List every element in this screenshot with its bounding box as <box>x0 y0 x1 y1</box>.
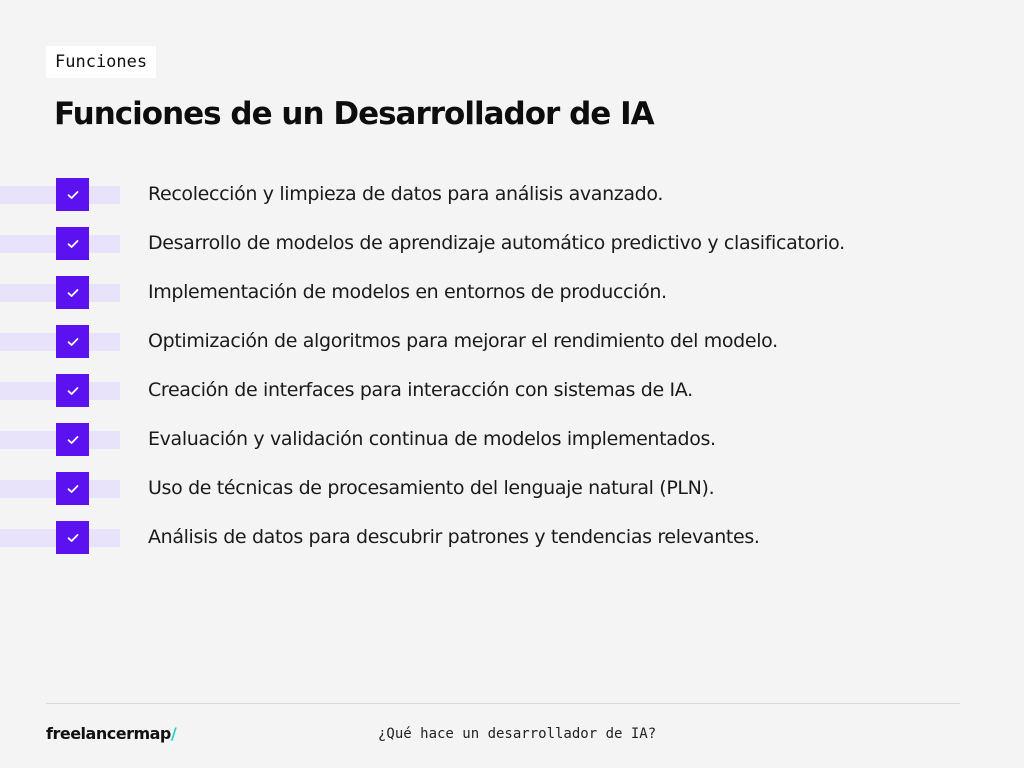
list-item-text: Evaluación y validación continua de modelos implementados. <box>148 428 716 450</box>
list-item <box>0 521 1024 570</box>
list-item <box>0 227 1024 276</box>
list-item <box>0 472 1024 521</box>
checkbox-checked-icon <box>56 374 89 407</box>
page-title: Funciones de un Desarrollador de IA <box>54 96 654 132</box>
footer-caption: ¿Qué hace un desarrollador de IA? <box>378 726 657 742</box>
logo-wordmark: freelancermap <box>46 724 171 743</box>
section-tag: Funciones <box>46 46 156 78</box>
checkbox-checked-icon <box>56 276 89 309</box>
list-item <box>0 178 1024 227</box>
checkbox-checked-icon <box>56 521 89 554</box>
list-item-text: Uso de técnicas de procesamiento del lenguaje natural (PLN). <box>148 477 715 499</box>
checkbox-checked-icon <box>56 325 89 358</box>
list-item <box>0 423 1024 472</box>
checkbox-checked-icon <box>56 423 89 456</box>
list-item <box>0 374 1024 423</box>
list-item <box>0 276 1024 325</box>
list-item-text: Optimización de algoritmos para mejorar el rendimiento del modelo. <box>148 330 778 352</box>
footer-divider <box>46 703 960 704</box>
list-item-text: Implementación de modelos en entornos de producción. <box>148 281 667 303</box>
freelancermap-logo <box>46 722 176 746</box>
checkbox-checked-icon <box>56 178 89 211</box>
list-item-text: Creación de interfaces para interacción con sistemas de IA. <box>148 379 693 401</box>
logo-slash: / <box>170 724 177 743</box>
list-item-text: Recolección y limpieza de datos para análisis avanzado. <box>148 183 664 205</box>
checkbox-checked-icon <box>56 227 89 260</box>
checkbox-checked-icon <box>56 472 89 505</box>
functions-list <box>0 178 1024 570</box>
list-item-text: Análisis de datos para descubrir patrones y tendencias relevantes. <box>148 526 760 548</box>
list-item-text: Desarrollo de modelos de aprendizaje automático predictivo y clasificatorio. <box>148 232 845 254</box>
list-item <box>0 325 1024 374</box>
